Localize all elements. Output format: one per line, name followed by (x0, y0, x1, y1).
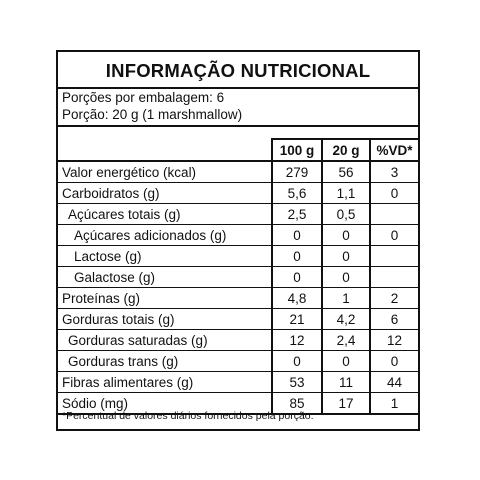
row-name: Carboidratos (g) (58, 183, 272, 204)
row-name: Gorduras totais (g) (58, 309, 272, 330)
table-row (58, 309, 418, 330)
table-row (58, 225, 418, 246)
row-value-100g: 5,6 (272, 183, 322, 204)
row-value-20g: 4,2 (322, 309, 370, 330)
table-row (58, 288, 418, 309)
row-value-20g: 56 (322, 161, 370, 183)
table-header-row (58, 139, 418, 161)
row-value-vd (370, 204, 418, 225)
row-value-100g: 0 (272, 225, 322, 246)
row-value-20g: 1 (322, 288, 370, 309)
row-value-100g: 0 (272, 246, 322, 267)
row-name: Proteínas (g) (58, 288, 272, 309)
row-name: Galactose (g) (58, 267, 272, 288)
row-value-20g: 0 (322, 267, 370, 288)
row-value-vd: 6 (370, 309, 418, 330)
row-value-20g: 11 (322, 372, 370, 393)
table-row (58, 204, 418, 225)
row-name: Gorduras saturadas (g) (58, 330, 272, 351)
header-20g: 20 g (322, 139, 370, 161)
info-divider (58, 125, 418, 127)
row-value-100g: 4,8 (272, 288, 322, 309)
table-row (58, 183, 418, 204)
footnote: *Percentual de valores diários fornecidos pela porção. (62, 410, 314, 422)
table-row (58, 351, 418, 372)
row-value-vd: 0 (370, 351, 418, 372)
row-value-100g: 0 (272, 351, 322, 372)
row-name: Açúcares totais (g) (58, 204, 272, 225)
nutrition-table (58, 138, 418, 415)
header-vd: %VD* (370, 139, 418, 161)
row-name: Valor energético (kcal) (58, 161, 272, 183)
row-value-20g: 1,1 (322, 183, 370, 204)
row-value-vd: 1 (370, 393, 418, 415)
table-row (58, 267, 418, 288)
header-blank-cell (58, 139, 272, 161)
table-row (58, 330, 418, 351)
row-value-100g: 279 (272, 161, 322, 183)
serving-size: Porção: 20 g (1 marshmallow) (62, 107, 243, 122)
row-value-vd: 2 (370, 288, 418, 309)
row-value-20g: 2,4 (322, 330, 370, 351)
row-value-20g: 0 (322, 246, 370, 267)
title-divider (58, 87, 418, 89)
table-row (58, 161, 418, 183)
header-100g: 100 g (272, 139, 322, 161)
row-value-vd: 0 (370, 183, 418, 204)
servings-per-package: Porções por embalagem: 6 (62, 90, 225, 105)
row-value-100g: 12 (272, 330, 322, 351)
row-name: Sódio (mg) (58, 393, 272, 415)
row-value-vd (370, 246, 418, 267)
row-value-100g: 85 (272, 393, 322, 415)
table-row (58, 246, 418, 267)
row-name: Açúcares adicionados (g) (58, 225, 272, 246)
row-value-20g: 0 (322, 351, 370, 372)
row-value-100g: 2,5 (272, 204, 322, 225)
row-value-vd: 44 (370, 372, 418, 393)
row-value-vd: 3 (370, 161, 418, 183)
row-value-100g: 21 (272, 309, 322, 330)
row-value-vd: 12 (370, 330, 418, 351)
row-name: Gorduras trans (g) (58, 351, 272, 372)
table-row (58, 372, 418, 393)
row-value-100g: 0 (272, 267, 322, 288)
row-value-20g: 0 (322, 225, 370, 246)
row-name: Fibras alimentares (g) (58, 372, 272, 393)
row-value-vd: 0 (370, 225, 418, 246)
row-value-vd (370, 267, 418, 288)
row-value-20g: 17 (322, 393, 370, 415)
row-value-100g: 53 (272, 372, 322, 393)
row-value-20g: 0,5 (322, 204, 370, 225)
nutrition-facts-label (56, 50, 420, 431)
label-title: INFORMAÇÃO NUTRICIONAL (105, 60, 371, 81)
row-name: Lactose (g) (58, 246, 272, 267)
